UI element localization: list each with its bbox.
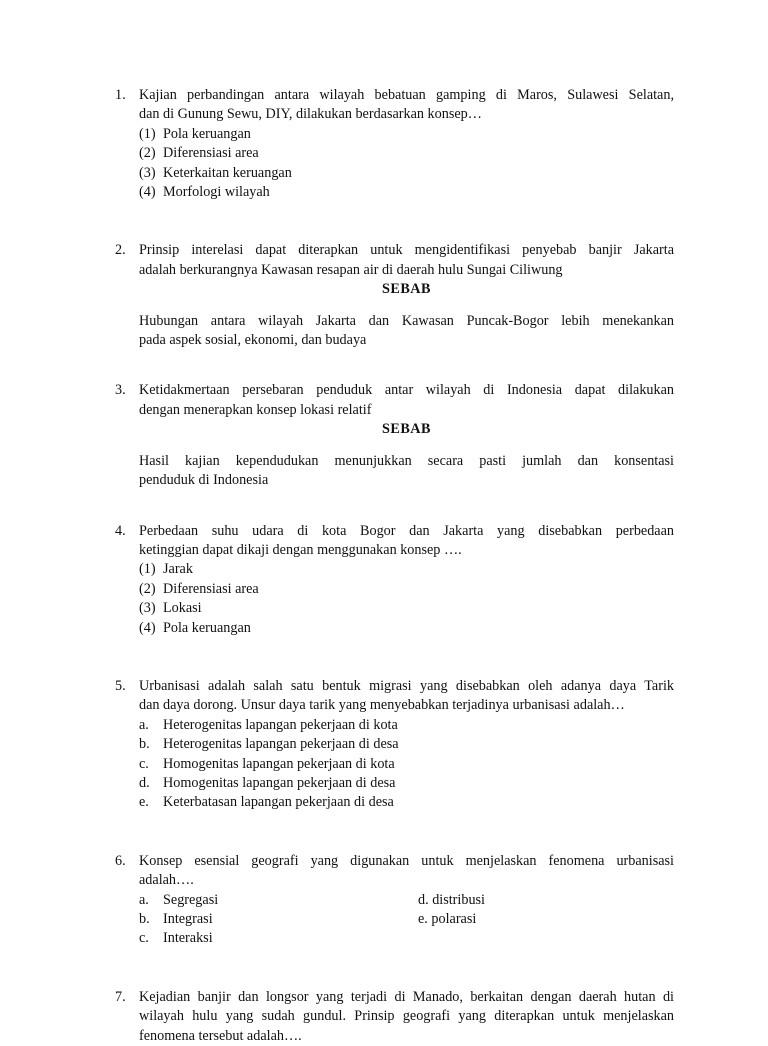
option-text: d. distribusi	[418, 891, 486, 908]
option-label: a.	[139, 716, 149, 733]
question-6	[0, 852, 674, 949]
answer-option	[139, 125, 674, 144]
option-text: Diferensiasi area	[163, 145, 259, 162]
option-label: c.	[139, 755, 149, 772]
question-text-line: Urbanisasi adalah salah satu bentuk migrasi yang disebabkan oleh adanya daya Tarik	[139, 677, 674, 694]
question-text-line: Konsep esensial geografi yang digunakan untuk menjelaskan fenomena urbanisasi	[139, 852, 674, 869]
option-text: Heterogenitas lapangan pekerjaan di desa	[163, 736, 399, 753]
option-text: Lokasi	[163, 600, 202, 617]
question-text-line: adalah berkurangnya Kawasan resapan air di daerah hulu Sungai Ciliwung	[139, 261, 563, 278]
option-text: Homogenitas lapangan pekerjaan di kota	[163, 755, 395, 772]
question-number: 5.	[115, 677, 126, 694]
question-text-line: Perbedaan suhu udara di kota Bogor dan Jakarta yang disebabkan perbedaan	[139, 522, 674, 539]
option-label: b.	[139, 736, 150, 753]
answer-option	[139, 560, 674, 579]
question-7	[0, 988, 674, 1046]
answer-option	[139, 144, 674, 163]
option-text: Integrasi	[163, 911, 213, 927]
answer-option	[139, 164, 674, 183]
sebab-connector: SEBAB	[381, 421, 432, 438]
answer-option	[418, 910, 674, 929]
question-text-line: ketinggian dapat dikaji dengan menggunakan konsep ….	[139, 541, 462, 558]
question-text-line: Hasil kajian kependudukan menunjukkan secara pasti jumlah dan konsentasi	[139, 452, 674, 469]
option-label: (2)	[139, 145, 156, 162]
question-text-line: Hubungan antara wilayah Jakarta dan Kawasan Puncak-Bogor lebih menekankan	[139, 312, 674, 329]
option-label: (2)	[139, 580, 156, 597]
question-number: 3.	[115, 382, 126, 399]
answer-option	[139, 755, 674, 774]
option-label: (4)	[139, 184, 156, 201]
question-number: 1.	[115, 87, 126, 103]
question-number: 2.	[115, 242, 126, 259]
answer-option	[139, 619, 674, 638]
option-text: Segregasi	[163, 891, 219, 908]
answer-options	[139, 891, 674, 949]
option-text: e. polarasi	[418, 911, 477, 927]
option-label: d.	[139, 774, 150, 791]
answer-option	[418, 891, 674, 910]
question-text-line: Kejadian banjir dan longsor yang terjadi di Manado, berkaitan dengan daerah hutan di	[139, 988, 674, 1005]
option-label: c.	[139, 930, 149, 947]
answer-option	[139, 929, 418, 948]
answer-option	[139, 910, 418, 929]
question-text-line: dengan menerapkan konsep lokasi relatif	[139, 401, 372, 418]
option-text: Diferensiasi area	[163, 580, 259, 597]
option-text: Pola keruangan	[163, 619, 251, 636]
answer-option	[139, 716, 674, 735]
option-text: Pola keruangan	[163, 125, 251, 142]
question-text-line: Prinsip interelasi dapat diterapkan untuk mengidentifikasi penyebab banjir Jakarta	[139, 242, 674, 259]
option-text: Jarak	[163, 561, 193, 578]
answer-option	[139, 891, 418, 910]
question-text-line: Ketidakmertaan persebaran penduduk antar wilayah di Indonesia dapat dilakukan	[139, 382, 674, 399]
option-label: (3)	[139, 600, 156, 617]
answer-option	[139, 183, 674, 202]
answer-options	[139, 560, 674, 638]
question-number: 7.	[115, 988, 126, 1005]
question-text-line: fenomena tersebut adalah….	[139, 1027, 302, 1044]
answer-option	[139, 735, 674, 754]
question-3	[0, 381, 674, 490]
question-text-line: dan di Gunung Sewu, DIY, dilakukan berdasarkan konsep…	[139, 106, 482, 123]
answer-option	[139, 793, 674, 812]
option-text: Heterogenitas lapangan pekerjaan di kota	[163, 716, 398, 733]
option-label: (1)	[139, 561, 156, 578]
answer-options	[139, 716, 674, 813]
question-document	[0, 86, 768, 1046]
option-label: e.	[139, 794, 149, 811]
option-label: a.	[139, 891, 149, 908]
answer-option	[139, 599, 674, 618]
option-label: (1)	[139, 125, 156, 142]
option-text: Keterbatasan lapangan pekerjaan di desa	[163, 794, 394, 811]
option-text: Keterkaitan keruangan	[163, 164, 292, 181]
answer-option	[139, 580, 674, 599]
answer-option	[139, 774, 674, 793]
option-label: b.	[139, 911, 150, 927]
option-text: Interaksi	[163, 930, 213, 947]
question-text-line: Kajian perbandingan antara wilayah bebatuan gamping di Maros, Sulawesi Selatan,	[139, 87, 674, 103]
question-2	[0, 241, 674, 350]
question-number: 4.	[115, 522, 126, 539]
question-text-line: pada aspek sosial, ekonomi, dan budaya	[139, 332, 367, 349]
question-4	[0, 522, 674, 638]
option-text: Homogenitas lapangan pekerjaan di desa	[163, 774, 396, 791]
question-text-line: dan daya dorong. Unsur daya tarik yang menyebabkan terjadinya urbanisasi adalah…	[139, 697, 625, 714]
option-label: (3)	[139, 164, 156, 181]
question-5	[0, 677, 674, 813]
question-text-line: wilayah hulu yang sudah gundul. Prinsip geografi yang diterapkan untuk menjelaskan	[139, 1008, 674, 1025]
question-text-line: penduduk di Indonesia	[139, 472, 269, 489]
answer-options	[139, 125, 674, 203]
option-label: (4)	[139, 619, 156, 636]
question-text-line: adalah….	[139, 872, 194, 889]
option-text: Morfologi wilayah	[163, 184, 270, 201]
question-number: 6.	[115, 852, 126, 869]
question-1	[0, 86, 674, 202]
sebab-connector: SEBAB	[381, 281, 432, 298]
